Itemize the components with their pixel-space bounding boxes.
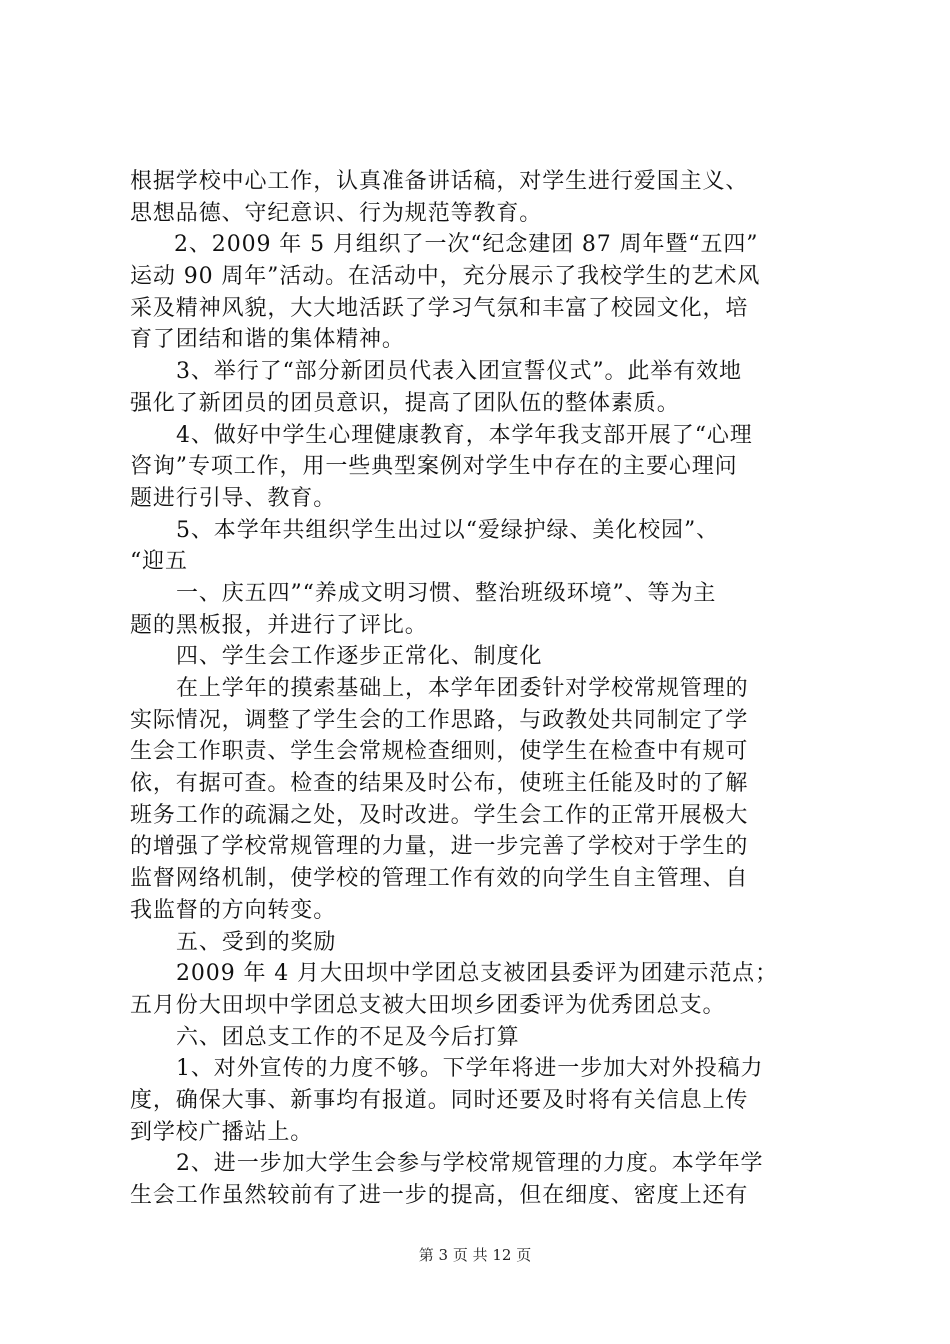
text-line: 5、本学年共组织学生出过以“爱绿护绿、美化校园”、 bbox=[176, 517, 719, 543]
text-line: 2009 年 4 月大田坝中学团总支被团县委评为团建示范点； bbox=[176, 961, 778, 987]
text-line: 根据学校中心工作，认真准备讲话稿，对学生进行爱国主义、 bbox=[130, 169, 749, 194]
text-line: 实际情况，调整了学生会的工作思路，与政教处共同制定了学 bbox=[130, 707, 749, 733]
text-line: 强化了新团员的团员意识，提高了团队伍的整体素质。 bbox=[130, 390, 680, 416]
text-line: 我监督的方向转变。 bbox=[130, 897, 337, 923]
text-line: 1、对外宣传的力度不够。下学年将进一步加大对外投稿力 bbox=[176, 1056, 764, 1082]
text-line: 题进行引导、教育。 bbox=[130, 485, 337, 511]
text-line: 采及精神风貌，大大地活跃了学习气氛和丰富了校园文化，培 bbox=[130, 295, 749, 321]
text-line: 六、团总支工作的不足及今后打算 bbox=[176, 1024, 520, 1050]
text-line: 监督网络机制，使学校的管理工作有效的向学生自主管理、自 bbox=[130, 866, 749, 892]
text-line: 生会工作虽然较前有了进一步的提高，但在细度、密度上还有 bbox=[130, 1183, 749, 1208]
text-line: 题的黑板报，并进行了评比。 bbox=[130, 612, 428, 638]
text-line: 生会工作职责、学生会常规检查细则，使学生在检查中有规可 bbox=[130, 739, 749, 765]
page-number: 第 3 页 共 12 页 bbox=[418, 1246, 532, 1264]
text-line: 四、学生会工作逐步正常化、制度化 bbox=[176, 644, 543, 670]
text-line: 依，有据可查。检查的结果及时公布，使班主任能及时的了解 bbox=[130, 771, 749, 797]
text-line: 的增强了学校常规管理的力量，进一步完善了学校对于学生的 bbox=[130, 834, 749, 860]
text-line: 五月份大田坝中学团总支被大田坝乡团委评为优秀团总支。 bbox=[130, 992, 726, 1018]
text-line: 咨询”专项工作，用一些典型案例对学生中存在的主要心理问 bbox=[130, 454, 738, 480]
text-line: 到学校广播站上。 bbox=[130, 1119, 314, 1145]
text-line: “迎五 bbox=[130, 549, 188, 575]
text-line: 班务工作的疏漏之处，及时改进。学生会工作的正常开展极大 bbox=[130, 802, 749, 828]
text-line: 3、举行了“部分新团员代表入团宣誓仪式”。此举有效地 bbox=[176, 359, 742, 385]
text-line: 2、进一步加大学生会参与学校常规管理的力度。本学年学 bbox=[176, 1151, 764, 1177]
text-line: 度，确保大事、新事均有报道。同时还要及时将有关信息上传 bbox=[130, 1087, 749, 1113]
text-line: 五、受到的奖励 bbox=[176, 929, 337, 955]
text-line: 思想品德、守纪意识、行为规范等教育。 bbox=[130, 200, 543, 226]
text-line: 运动 90 周年”活动。在活动中，充分展示了我校学生的艺术风 bbox=[130, 264, 761, 290]
document-body bbox=[130, 166, 830, 1212]
text-line: 2、2009 年 5 月组织了一次“纪念建团 87 周年暨“五四” bbox=[174, 232, 759, 258]
text-line: 在上学年的摸索基础上，本学年团委针对学校常规管理的 bbox=[176, 676, 749, 701]
text-line: 一、庆五四”“养成文明习惯、整治班级环境”、等为主 bbox=[176, 580, 717, 606]
text-line: 4、做好中学生心理健康教育，本学年我支部开展了“心理 bbox=[176, 422, 753, 448]
text-line: 育了团结和谐的集体精神。 bbox=[130, 327, 405, 353]
